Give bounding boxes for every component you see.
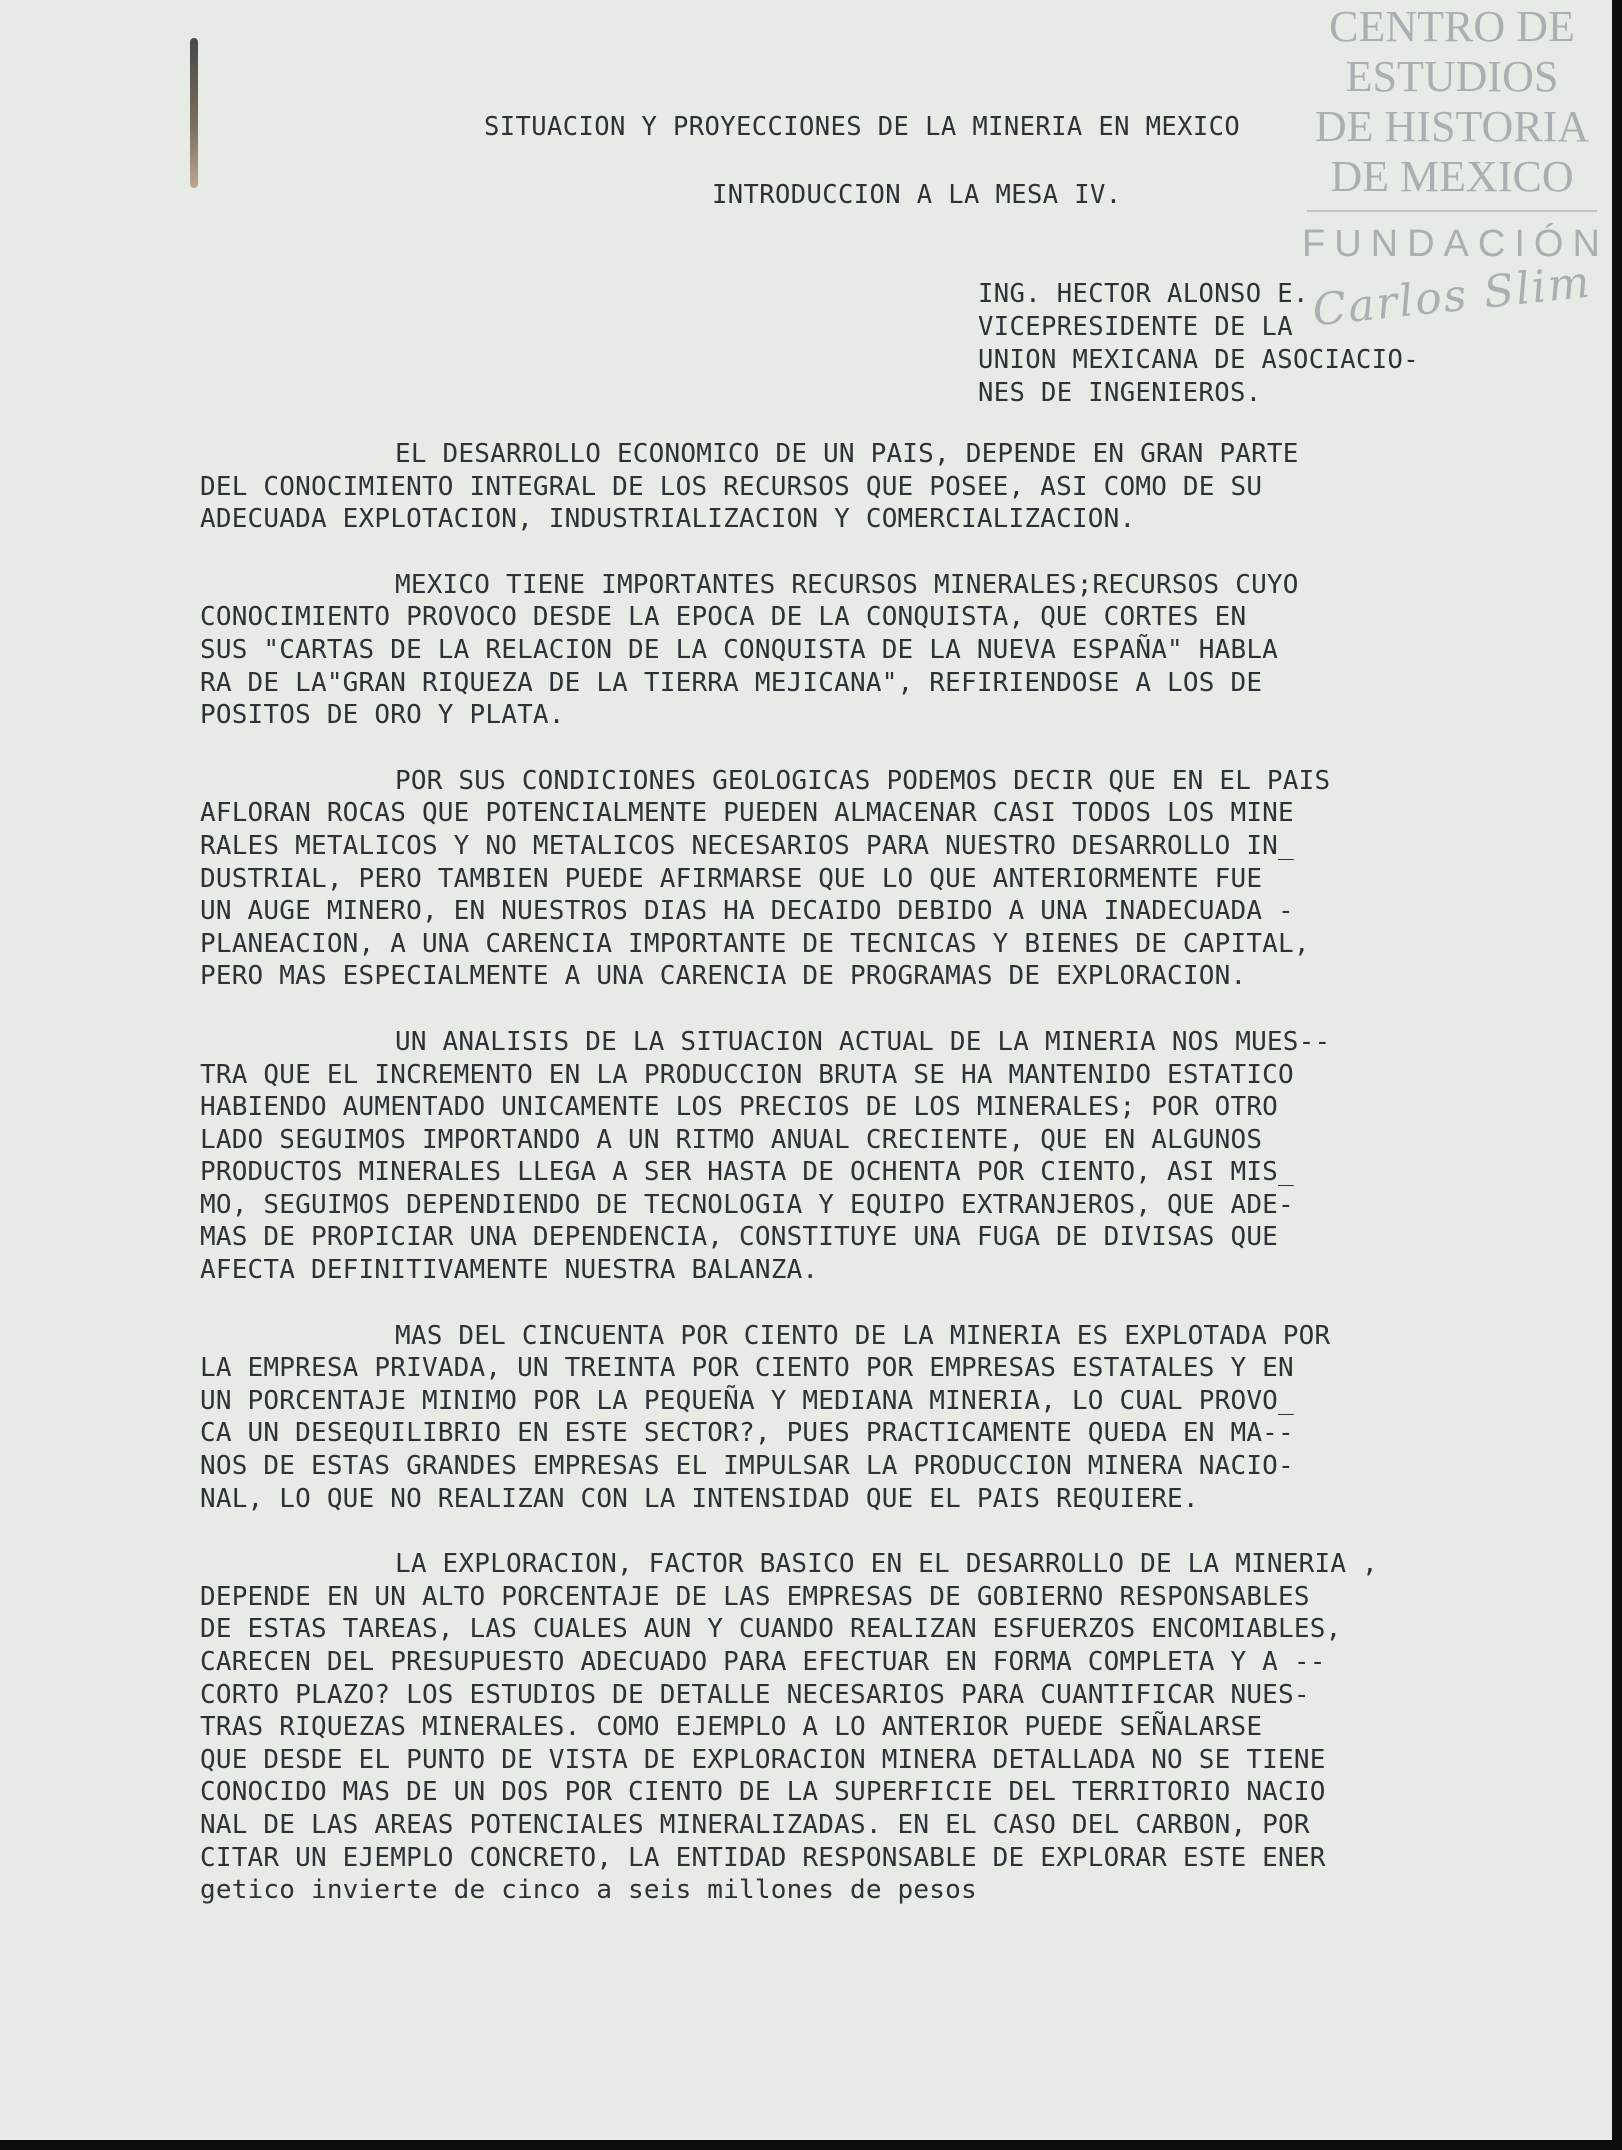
text-line: ADECUADA EXPLOTACION, INDUSTRIALIZACION Y COMERCIALIZACION. — [200, 504, 1136, 535]
paragraph — [200, 569, 1540, 732]
watermark-line: ESTUDIOS — [1345, 52, 1559, 101]
text-line: RA DE LA"GRAN RIQUEZA DE LA TIERRA MEJICANA", REFIRIENDOSE A LOS DE — [200, 667, 1263, 698]
text-line: AFECTA DEFINITIVAMENTE NUESTRA BALANZA. — [200, 1255, 819, 1286]
text-line: DEL CONOCIMIENTO INTEGRAL DE LOS RECURSOS QUE POSEE, ASI COMO DE SU — [200, 471, 1263, 502]
watermark-line: DE MEXICO — [1330, 152, 1574, 201]
text-line: DEPENDE EN UN ALTO PORCENTAJE DE LAS EMPRESAS DE GOBIERNO RESPONSABLES — [200, 1581, 1310, 1612]
document-body — [200, 438, 1540, 1940]
text-line: CARECEN DEL PRESUPUESTO ADECUADO PARA EFECTUAR EN FORMA COMPLETA Y A -- — [200, 1647, 1326, 1677]
text-line: DE ESTAS TAREAS, LAS CUALES AUN Y CUANDO REALIZAN ESFUERZOS ENCOMIABLES, — [200, 1614, 1342, 1645]
text-line: UN AUGE MINERO, EN NUESTROS DIAS HA DECAIDO DEBIDO A UNA INADECUADA - — [200, 896, 1294, 927]
text-line: CONOCIMIENTO PROVOCO DESDE LA EPOCA DE LA CONQUISTA, QUE CORTES EN — [200, 602, 1247, 633]
text-line: NOS DE ESTAS GRANDES EMPRESAS EL IMPULSAR LA PRODUCCION MINERA NACIO- — [200, 1451, 1294, 1482]
text-line: MAS DE PROPICIAR UNA DEPENDENCIA, CONSTITUYE UNA FUGA DE DIVISAS QUE — [200, 1222, 1279, 1253]
watermark-signature: Carlos Slim — [1310, 256, 1594, 337]
text-line: PRODUCTOS MINERALES LLEGA A SER HASTA DE OCHENTA POR CIENTO, ASI MIS_ — [200, 1157, 1294, 1188]
paragraph — [200, 1320, 1540, 1516]
author-line: ING. HECTOR ALONSO E. — [978, 279, 1309, 309]
text-line: EL DESARROLLO ECONOMICO DE UN PAIS, DEPENDE EN GRAN PARTE — [395, 439, 1299, 469]
author-line: NES DE INGENIEROS. — [978, 378, 1262, 408]
text-line: TRAS RIQUEZAS MINERALES. COMO EJEMPLO A LO ANTERIOR PUEDE SEÑALARSE — [200, 1712, 1263, 1743]
text-line: CONOCIDO MAS DE UN DOS POR CIENTO DE LA SUPERFICIE DEL TERRITORIO NACIO — [200, 1777, 1326, 1808]
author-line: UNION MEXICANA DE ASOCIACIO- — [978, 345, 1420, 375]
author-block — [978, 278, 1419, 410]
watermark-line: CENTRO DE — [1329, 2, 1575, 51]
text-line: QUE DESDE EL PUNTO DE VISTA DE EXPLORACION MINERA DETALLADA NO SE TIENE — [200, 1744, 1326, 1775]
text-line: LADO SEGUIMOS IMPORTANDO A UN RITMO ANUAL CRECIENTE, QUE EN ALGUNOS — [200, 1124, 1263, 1155]
document-subtitle: INTRODUCCION A LA MESA IV. — [712, 180, 1122, 210]
text-line: TRA QUE EL INCREMENTO EN LA PRODUCCION BRUTA SE HA MANTENIDO ESTATICO — [200, 1059, 1294, 1090]
text-line: CITAR UN EJEMPLO CONCRETO, LA ENTIDAD RESPONSABLE DE EXPLORAR ESTE ENER — [200, 1842, 1326, 1873]
archive-watermark — [1302, 2, 1609, 337]
text-line: UN ANALISIS DE LA SITUACION ACTUAL DE LA MINERIA NOS MUES-- — [395, 1026, 1331, 1057]
text-line: getico invierte de cinco a seis millones de pesos — [200, 1875, 977, 1906]
paragraph — [200, 1548, 1540, 1907]
binding-mark — [190, 38, 198, 188]
paragraph — [200, 438, 1540, 536]
text-line: POSITOS DE ORO Y PLATA. — [200, 700, 565, 731]
text-line: MO, SEGUIMOS DEPENDIENDO DE TECNOLOGIA Y EQUIPO EXTRANJEROS, QUE ADE- — [200, 1189, 1294, 1220]
watermark-foundation: FUNDACIÓN — [1302, 223, 1609, 265]
text-line: PLANEACION, A UNA CARENCIA IMPORTANTE DE TECNICAS Y BIENES DE CAPITAL, — [200, 928, 1310, 959]
text-line: CORTO PLAZO? LOS ESTUDIOS DE DETALLE NECESARIOS PARA CUANTIFICAR NUES- — [200, 1679, 1310, 1710]
paragraph — [200, 765, 1540, 993]
text-line: NAL, LO QUE NO REALIZAN CON LA INTENSIDAD QUE EL PAIS REQUIERE. — [200, 1483, 1199, 1514]
document-title: SITUACION Y PROYECCIONES DE LA MINERIA EN MEXICO — [484, 112, 1241, 142]
text-line: POR SUS CONDICIONES GEOLOGICAS PODEMOS DECIR QUE EN EL PAIS — [395, 765, 1331, 796]
text-line: LA EMPRESA PRIVADA, UN TREINTA POR CIENTO POR EMPRESAS ESTATALES Y EN — [200, 1353, 1294, 1384]
text-line: MEXICO TIENE IMPORTANTES RECURSOS MINERALES;RECURSOS CUYO — [395, 569, 1299, 600]
text-line: DUSTRIAL, PERO TAMBIEN PUEDE AFIRMARSE QUE LO QUE ANTERIORMENTE FUE — [200, 863, 1263, 894]
text-line: NAL DE LAS AREAS POTENCIALES MINERALIZADAS. EN EL CASO DEL CARBON, POR — [200, 1809, 1310, 1840]
text-line: UN PORCENTAJE MINIMO POR LA PEQUEÑA Y MEDIANA MINERIA, LO CUAL PROVO_ — [200, 1385, 1294, 1416]
text-line: PERO MAS ESPECIALMENTE A UNA CARENCIA DE PROGRAMAS DE EXPLORACION. — [200, 961, 1247, 992]
text-line: CA UN DESEQUILIBRIO EN ESTE SECTOR?, PUES PRACTICAMENTE QUEDA EN MA-- — [200, 1418, 1294, 1449]
watermark-line: DE HISTORIA — [1314, 102, 1590, 151]
text-line: MAS DEL CINCUENTA POR CIENTO DE LA MINERIA ES EXPLOTADA POR — [395, 1320, 1331, 1351]
text-line: RALES METALICOS Y NO METALICOS NECESARIOS PARA NUESTRO DESARROLLO IN_ — [200, 830, 1294, 861]
paragraph — [200, 1026, 1540, 1287]
text-line: LA EXPLORACION, FACTOR BASICO EN EL DESARROLLO DE LA MINERIA , — [395, 1549, 1378, 1580]
text-line: SUS "CARTAS DE LA RELACION DE LA CONQUISTA DE LA NUEVA ESPAÑA" HABLA — [200, 634, 1279, 665]
text-line: AFLORAN ROCAS QUE POTENCIALMENTE PUEDEN ALMACENAR CASI TODOS LOS MINE — [200, 798, 1294, 829]
text-line: HABIENDO AUMENTADO UNICAMENTE LOS PRECIOS DE LOS MINERALES; POR OTRO — [200, 1092, 1279, 1123]
watermark-divider — [1307, 210, 1597, 212]
author-line: VICEPRESIDENTE DE LA — [978, 312, 1294, 342]
